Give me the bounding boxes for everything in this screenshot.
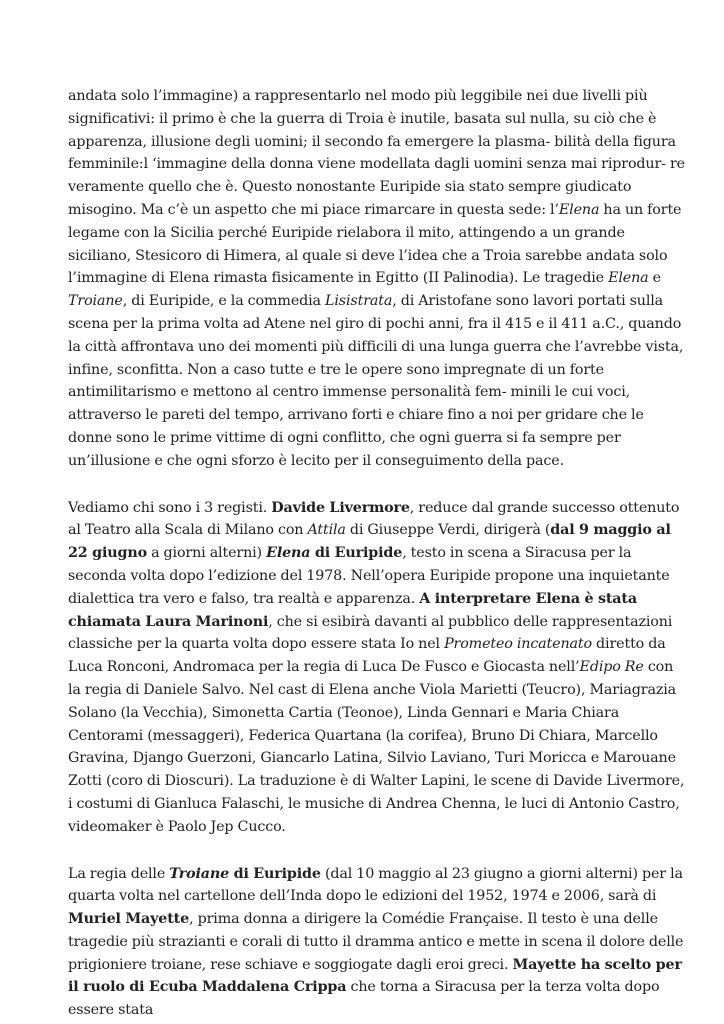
paragraph-troiane-mayette <box>68 863 688 1023</box>
text-run: diretto da Luca Ronconi, Andromaca per la regia di Luca De Fusco e Giocasta nell’ <box>68 636 666 676</box>
text-run: Vediamo chi sono i 3 registi. <box>68 499 272 516</box>
text-run: , che si esibirà davanti al pubblico delle rappresentazioni classiche per la quarta volta dopo essere stata Io nel <box>68 613 673 653</box>
paragraph-gap <box>68 473 688 497</box>
text-run: , di Euripide, e la commedia <box>122 293 326 310</box>
text-run: con la regia di Daniele Salvo. Nel cast di Elena anche Viola Marietti (Teucro), Mariagrazia Solano (la Vecchia), Simonetta Cartia (Teonoe), Linda Gennari e Maria Chiara Centorami (messaggeri), Federica Quartana (la corifea), Bruno Di Chiara, Marcello Gravina, Django Guerzoni, Giancarlo Latina, Silvio Laviano, Turi Moricca e Marouane Zotti (coro di Dioscuri). La traduzione è di Walter Lapini, le scene di Davide Livermore, i costumi di Gianluca Falaschi, le musiche di Andrea Chenna, le luci di Antonio Castro, videomaker è Paolo Jep Cucco. <box>68 659 685 835</box>
bold-run: di Euripide <box>310 545 403 562</box>
text-run: (dal 10 maggio al 23 giugno a giorni alterni) per la quarta volta nel cartellone dell’Inda dopo le edizioni del 1952, 1974 e 2006, sarà di <box>68 865 683 905</box>
italic-run: Edipo Re <box>579 659 644 676</box>
text-run: ha un forte legame con la Sicilia perché Euripide rielabora il mito, attingendo a un grande siciliano, Stesicoro di Himera, al quale si deve l’idea che a Troia sarebbe andata solo l’immagine di Elena rimasta fisicamente in Egitto (II Palinodia). Le tragedie <box>68 201 682 287</box>
text-run: , prima donna a dirigere la Comédie Française. Il testo è una delle tragedie più strazianti e corali di tutto il dramma antico e mette in scena il dolore delle prigioniere troiane, rese schiave e soggiogate dagli eroi greci. <box>68 911 684 973</box>
text-run: a giorni alterni) <box>146 545 267 562</box>
paragraph-registi-livermore <box>68 497 688 839</box>
text-run: La regia delle <box>68 865 170 882</box>
bold-run: dal 9 maggio al 22 giugno <box>68 522 671 562</box>
paragraph-gap <box>68 839 688 863</box>
text-run: , testo in scena a Siracusa per la seconda volta dopo l’edizione del 1978. Nell’opera Euripide propone una inquietante dialettica tra vero e falso, tra realtà e apparenza. <box>68 545 670 607</box>
document-page <box>68 85 688 1022</box>
italic-run: Attila <box>307 522 346 539</box>
bold-run: di Euripide <box>229 865 321 882</box>
text-run: di Giuseppe Verdi, dirigerà ( <box>345 522 551 539</box>
bold-run: Muriel Mayette <box>68 911 190 928</box>
bold-italic-run: Troiane <box>169 865 230 882</box>
italic-run: Prometeo incatenato <box>444 636 592 653</box>
italic-run: Elena <box>608 270 649 287</box>
paragraph-intro-continuation <box>68 85 688 473</box>
italic-run: Troiane <box>68 293 123 310</box>
italic-run: Elena <box>558 201 600 218</box>
text-run: che torna a Siracusa per la terza volta dopo essere stata <box>68 979 660 1019</box>
text-run: , reduce dal grande successo ottenuto al Teatro alla Scala di Milano con <box>68 499 680 539</box>
text-run: andata solo l’immagine) a rappresentarlo nel modo più leggibile nei due livelli più significativi: il primo è che la guerra di Troia è inutile, basata sul nulla, su ciò che è apparenza, illusione degli uomini; il secondo fa emergere la plasma- bilità della figura femminile:l ‘immagine della donna viene modellata dagli uomini senza mai riprodur- re veramente quello che è. Questo nonostante Euripide sia stato sempre giudicato misogino. Ma c’è un aspetto che mi piace rimarcare in questa sede: l’ <box>68 88 685 218</box>
bold-run: Davide Livermore <box>271 499 410 516</box>
text-run: e <box>648 270 661 287</box>
italic-run: Lisistrata <box>325 293 393 310</box>
bold-italic-run: Elena <box>266 545 311 562</box>
bold-run: A interpretare Elena è stata chiamata Laura Marinoni <box>68 590 637 630</box>
text-run: , di Aristofane sono lavori portati sulla scena per la prima volta ad Atene nel giro di pochi anni, fra il 415 e il 411 a.C., quando la città affrontava uno dei momenti più difficili di una lunga guerra che l’avrebbe vista, infine, sconfitta. Non a caso tutte e tre le opere sono impregnate di un forte antimilitarismo e mettono al centro immense personalità fem- minili le cui voci, attraverso le pareti del tempo, arrivano forti e chiare fino a noi per gridare che le donne sono le prime vittime di ogni conflitto, che ogni guerra si fa sempre per un’illusione e che ogni sforzo è lecito per il conseguimento della pace. <box>68 293 684 469</box>
bold-run: Mayette ha scelto per il ruolo di Ecuba Maddalena Crippa <box>68 956 682 996</box>
